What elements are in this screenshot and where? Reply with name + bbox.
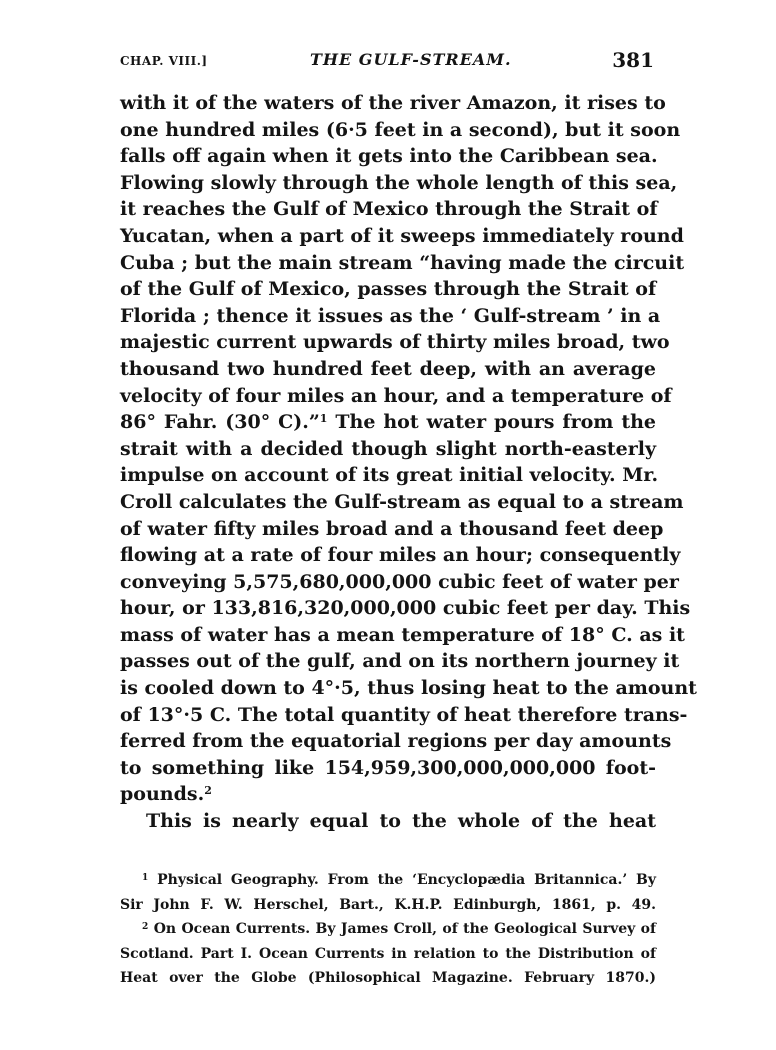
footnote-mark-2: 2: [142, 922, 149, 932]
text-line: strait with a decided though slight north-easterly: [120, 437, 656, 460]
text-line: falls off again when it gets into the Caribbean sea.: [120, 145, 658, 168]
line-head: 86° Fahr. (30° C).”: [120, 411, 320, 434]
text-line: thousand two hundred feet deep, with an average: [120, 357, 656, 380]
page-number: 381: [612, 48, 654, 72]
footnote-1: [120, 868, 656, 893]
footnote-text-line: Sir John F. W. Herschel, Bart., K.H.P. Edinburgh, 1861, p. 49.: [120, 896, 656, 913]
footnote-mark-1: 1: [142, 873, 149, 883]
text-line-with-note: [120, 409, 656, 436]
text-line: impulse on account of its great initial velocity. Mr.: [120, 464, 659, 487]
text-line: flowing at a rate of four miles an hour; consequently: [120, 544, 681, 567]
text-line: to something like 154,959,300,000,000,000 foot-: [120, 756, 656, 779]
footnote-2: [120, 917, 656, 942]
text-line: Florida ; thence it issues as the ‘ Gulf-stream ’ in a: [120, 304, 661, 327]
text-line: of the Gulf of Mexico, passes through the Strait of: [120, 278, 657, 301]
footnote-text: On Ocean Currents. By James Croll, of the Geological Survey of: [153, 921, 657, 937]
text-line: is cooled down to 4°·5, thus losing heat to the amount: [120, 677, 697, 700]
text-line: with it of the waters of the river Amazon, it rises to: [120, 92, 666, 114]
text-line: majestic current upwards of thirty miles broad, two: [120, 331, 670, 354]
footnote-ref-1: 1: [319, 412, 328, 426]
text-line: ferred from the equatorial regions per day amounts: [120, 730, 672, 753]
running-title: THE GULF-STREAM.: [310, 50, 512, 69]
text-line: Cuba ; but the main stream “having made the circuit: [120, 251, 685, 274]
text-line: Flowing slowly through the whole length of this sea,: [120, 171, 678, 194]
line-head: pounds.: [120, 783, 205, 806]
text-line: conveying 5,575,680,000,000 cubic feet of water per: [120, 570, 679, 593]
running-header: [120, 48, 656, 78]
footnote-text-line: Scotland. Part I. Ocean Currents in relation to the Distribution of: [120, 945, 656, 962]
text-line: one hundred miles (6·5 feet in a second), but it soon: [120, 118, 681, 141]
line-tail: The hot water pours from the: [335, 411, 656, 434]
chapter-label: CHAP. VIII.]: [120, 54, 208, 68]
paragraph-start-line: This is nearly equal to the whole of the heat: [146, 810, 656, 833]
text-line: hour, or 133,816,320,000,000 cubic feet per day. This: [120, 597, 691, 620]
text-line: of 13°·5 C. The total quantity of heat therefore trans-: [120, 703, 688, 726]
text-line: Croll calculates the Gulf-stream as equal to a stream: [120, 490, 684, 513]
text-line: mass of water has a mean temperature of 18° C. as it: [120, 623, 685, 646]
text-line: it reaches the Gulf of Mexico through the Strait of: [120, 198, 658, 221]
text-line-with-note: [120, 781, 656, 808]
footnotes: [120, 868, 656, 991]
text-line: Yucatan, when a part of it sweeps immediately round: [120, 224, 684, 247]
footnote-text-line: Heat over the Globe (Philosophical Magazine. February 1870.): [120, 970, 656, 986]
text-line: velocity of four miles an hour, and a temperature of: [120, 384, 672, 407]
text-line: of water fifty miles broad and a thousand feet deep: [120, 517, 664, 540]
footnote-ref-2: 2: [204, 784, 212, 798]
text-line: passes out of the gulf, and on its northern journey it: [120, 650, 680, 673]
footnote-text: Physical Geography. From the ‘Encyclopædia Britannica.’ By: [157, 872, 657, 888]
body-text: [120, 90, 697, 835]
